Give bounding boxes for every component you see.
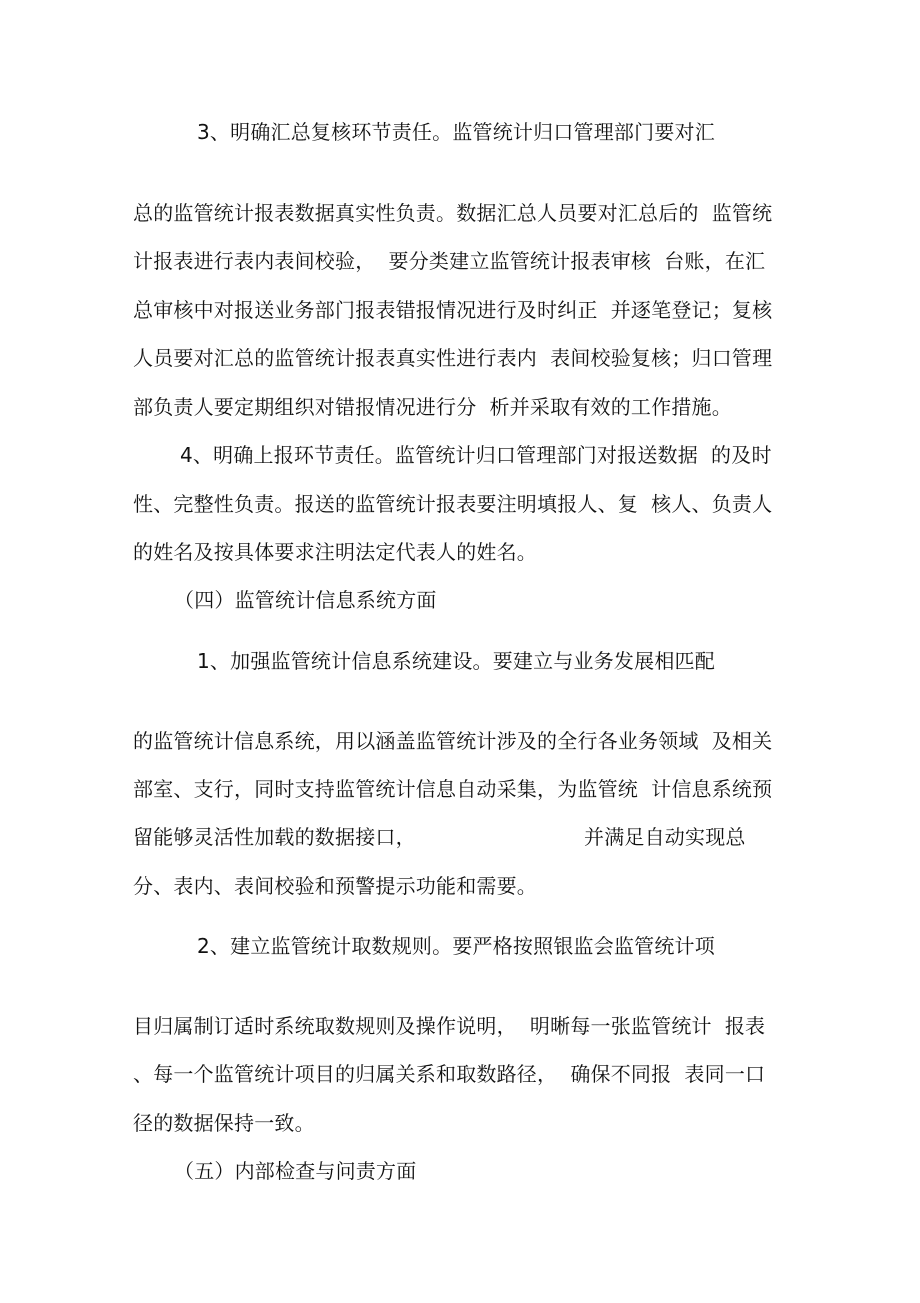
paragraph-line: 4、明确上报环节责任。监管统计归口管理部门对报送数据 的及时 [180, 443, 772, 467]
paragraph-line: 并满足自动实现总 [584, 825, 746, 849]
paragraph-line: 部室、支行，同时支持监管统计信息自动采集，为监管统 计信息系统预 [133, 777, 773, 801]
section-heading: （四）监管统计信息系统方面 [174, 588, 437, 612]
paragraph-line: 计报表进行表内表间校验， 要分类建立监管统计报表审核 台账，在汇 [133, 249, 766, 273]
paragraph-line: 的监管统计信息系统，用以涵盖监管统计涉及的全行各业务领域 及相关 [133, 729, 773, 753]
paragraph-line: 分、表内、表间校验和预警提示功能和需要。 [133, 874, 537, 898]
paragraph-line: 2、建立监管统计取数规则。要严格按照银监会监管统计项 [197, 934, 715, 958]
paragraph-line: 径的数据保持一致。 [133, 1111, 315, 1135]
paragraph-line: 1、加强监管统计信息系统建设。要建立与业务发展相匹配 [197, 649, 715, 673]
paragraph-line: 总审核中对报送业务部门报表错报情况进行及时纠正 并逐笔登记；复核 [133, 298, 773, 322]
paragraph-line: 人员要对汇总的监管统计报表真实性进行表内 表间校验复核；归口管理 [133, 346, 773, 370]
paragraph-line: 的姓名及按具体要求注明法定代表人的姓名。 [133, 540, 537, 564]
paragraph-line: 、每一个监管统计项目的归属关系和取数路径， 确保不同报 表同一口 [133, 1062, 766, 1086]
paragraph-line: 性、完整性负责。报送的监管统计报表要注明填报人、复 核人、负责人 [133, 492, 773, 516]
paragraph-line: 目归属制订适时系统取数规则及操作说明， 明晰每一张监管统计 报表 [133, 1014, 766, 1038]
paragraph-line: 3、明确汇总复核环节责任。监管统计归口管理部门要对汇 [197, 120, 715, 144]
paragraph-line: 部负责人要定期组织对错报情况进行分 析并采取有效的工作措施。 [133, 395, 732, 419]
paragraph-line: 总的监管统计报表数据真实性负责。数据汇总人员要对汇总后的 监管统 [133, 201, 773, 225]
section-heading: （五）内部检查与问责方面 [174, 1159, 417, 1183]
paragraph-line: 留能够灵活性加载的数据接口， [133, 825, 416, 849]
